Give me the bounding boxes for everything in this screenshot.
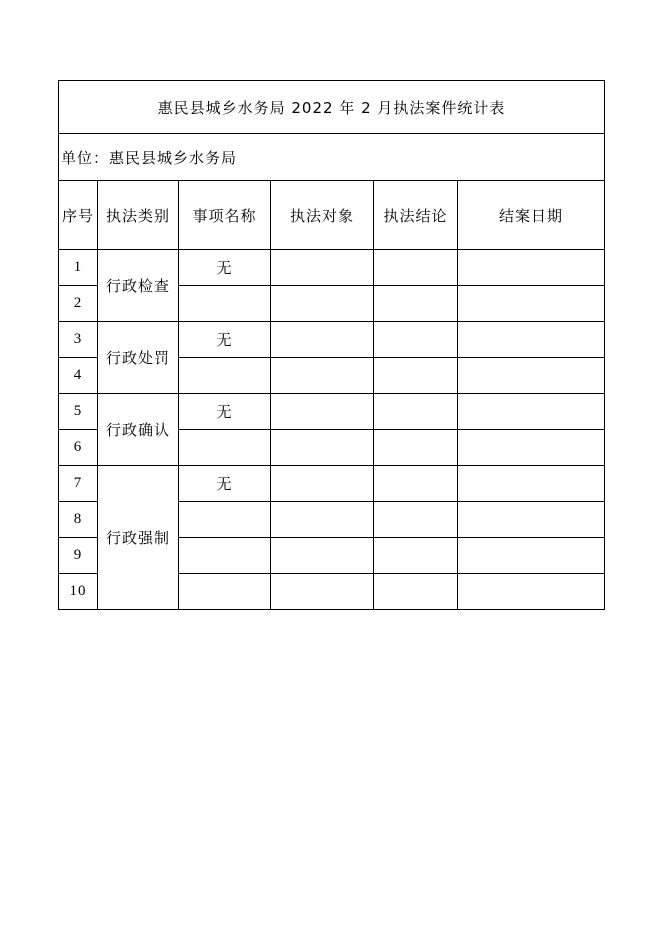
conclusion-cell (374, 358, 458, 394)
document-sheet (58, 80, 604, 610)
close-date-cell (458, 250, 605, 286)
close-date-cell (458, 286, 605, 322)
header-close-date: 结案日期 (458, 181, 605, 250)
category-cell: 行政检查 (98, 250, 179, 322)
close-date-cell (458, 538, 605, 574)
target-cell (271, 574, 374, 610)
item-cell (179, 502, 271, 538)
target-cell (271, 322, 374, 358)
category-cell: 行政确认 (98, 394, 179, 466)
close-date-cell (458, 430, 605, 466)
conclusion-cell (374, 538, 458, 574)
target-cell (271, 358, 374, 394)
item-cell: 无 (179, 466, 271, 502)
item-cell (179, 574, 271, 610)
seq-cell: 4 (59, 358, 98, 394)
conclusion-cell (374, 574, 458, 610)
item-cell (179, 286, 271, 322)
seq-cell: 5 (59, 394, 98, 430)
item-cell: 无 (179, 250, 271, 286)
conclusion-cell (374, 430, 458, 466)
conclusion-cell (374, 286, 458, 322)
close-date-cell (458, 322, 605, 358)
table-row (59, 394, 605, 430)
conclusion-cell (374, 394, 458, 430)
conclusion-cell (374, 502, 458, 538)
target-cell (271, 430, 374, 466)
seq-cell: 8 (59, 502, 98, 538)
seq-cell: 6 (59, 430, 98, 466)
table-row (59, 322, 605, 358)
category-cell: 行政处罚 (98, 322, 179, 394)
header-conclusion: 执法结论 (374, 181, 458, 250)
target-cell (271, 538, 374, 574)
item-cell (179, 430, 271, 466)
target-cell (271, 250, 374, 286)
seq-cell: 2 (59, 286, 98, 322)
close-date-cell (458, 358, 605, 394)
item-cell: 无 (179, 394, 271, 430)
header-item-name: 事项名称 (179, 181, 271, 250)
target-cell (271, 466, 374, 502)
header-target: 执法对象 (271, 181, 374, 250)
header-category: 执法类别 (98, 181, 179, 250)
seq-cell: 7 (59, 466, 98, 502)
target-cell (271, 394, 374, 430)
conclusion-cell (374, 466, 458, 502)
seq-cell: 9 (59, 538, 98, 574)
seq-cell: 3 (59, 322, 98, 358)
conclusion-cell (374, 322, 458, 358)
statistics-table (58, 80, 605, 610)
target-cell (271, 502, 374, 538)
item-cell: 无 (179, 322, 271, 358)
item-cell (179, 358, 271, 394)
table-title: 惠民县城乡水务局 2022 年 2 月执法案件统计表 (59, 81, 605, 134)
seq-cell: 1 (59, 250, 98, 286)
category-cell: 行政强制 (98, 466, 179, 610)
close-date-cell (458, 394, 605, 430)
close-date-cell (458, 466, 605, 502)
unit-line: 单位：惠民县城乡水务局 (59, 134, 605, 181)
conclusion-cell (374, 250, 458, 286)
table-row (59, 250, 605, 286)
target-cell (271, 286, 374, 322)
header-row (59, 181, 605, 250)
close-date-cell (458, 502, 605, 538)
close-date-cell (458, 574, 605, 610)
header-seq: 序号 (59, 181, 98, 250)
table-row (59, 466, 605, 502)
item-cell (179, 538, 271, 574)
seq-cell: 10 (59, 574, 98, 610)
